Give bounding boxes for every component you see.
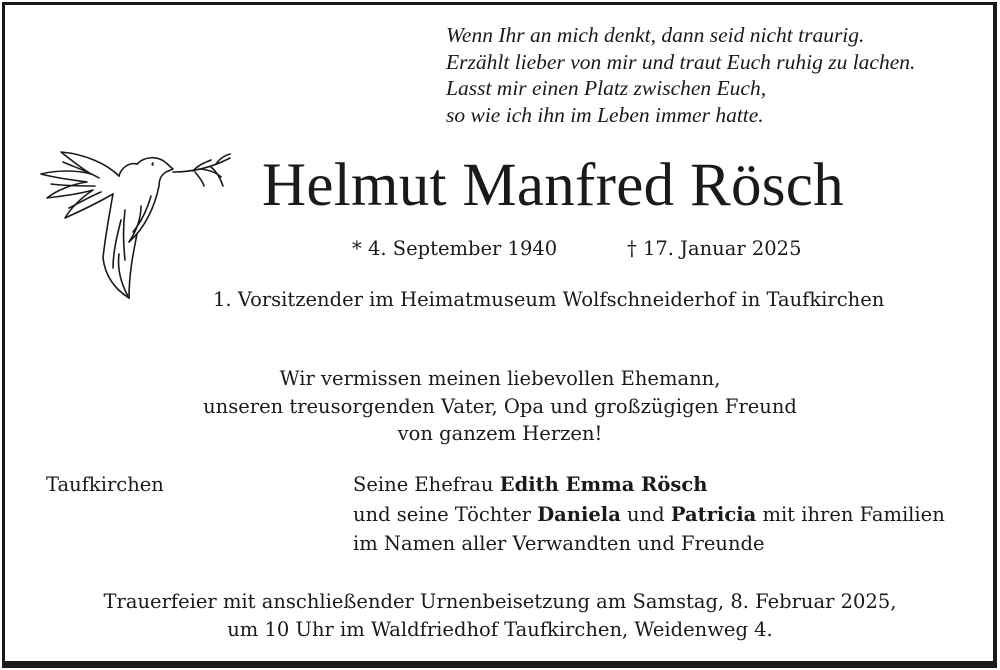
mourners-text: mit ihren Familien — [756, 502, 945, 526]
message-line: Wir vermissen meinen liebevollen Ehemann, — [279, 367, 721, 390]
poem-line: Erzählt lieber von mir und traut Euch ruhig zu lachen. — [446, 49, 916, 74]
message-line: von ganzem Herzen! — [397, 422, 603, 445]
service-line: um 10 Uhr im Waldfriedhof Taufkirchen, Weidenweg 4. — [227, 617, 773, 641]
mourning-message — [130, 365, 870, 448]
mourners-text: und seine Töchter — [353, 502, 538, 526]
mourners-line-2 — [353, 500, 993, 530]
funeral-service-info — [40, 588, 960, 643]
birth-date: * 4. September 1940 — [352, 237, 558, 260]
poem-line: Lasst mir einen Platz zwischen Euch, — [446, 76, 767, 100]
spouse-name: Edith Emma Rösch — [499, 473, 708, 496]
poem-line: Wenn Ihr an mich denkt, dann seid nicht traurig. — [446, 23, 865, 47]
deceased-role: 1. Vorsitzender im Heimatmuseum Wolfschneiderhof in Taufkirchen — [213, 288, 885, 311]
poem — [446, 22, 986, 128]
service-line: Trauerfeier mit anschließender Urnenbeisetzung am Samstag, 8. Februar 2025, — [103, 590, 897, 613]
message-line: unseren treusorgenden Vater, Opa und großzügigen Freund — [203, 394, 797, 418]
deceased-name: Helmut Manfred Rösch — [262, 152, 844, 219]
mourner-place: Taufkirchen — [46, 473, 164, 496]
daughter-name: Patricia — [670, 502, 757, 526]
mourners-line-1 — [353, 470, 993, 500]
mourners-block — [353, 470, 993, 559]
daughter-name: Daniela — [537, 502, 621, 526]
mourners-line-3: im Namen aller Verwandten und Freunde — [353, 532, 765, 555]
mourners-text: und — [620, 502, 671, 526]
dove-with-olive-branch-icon — [33, 150, 238, 300]
mourners-text: Seine Ehefrau — [353, 473, 500, 496]
death-date: † 17. Januar 2025 — [627, 237, 802, 260]
poem-line: so wie ich ihn im Leben immer hatte. — [446, 102, 764, 127]
